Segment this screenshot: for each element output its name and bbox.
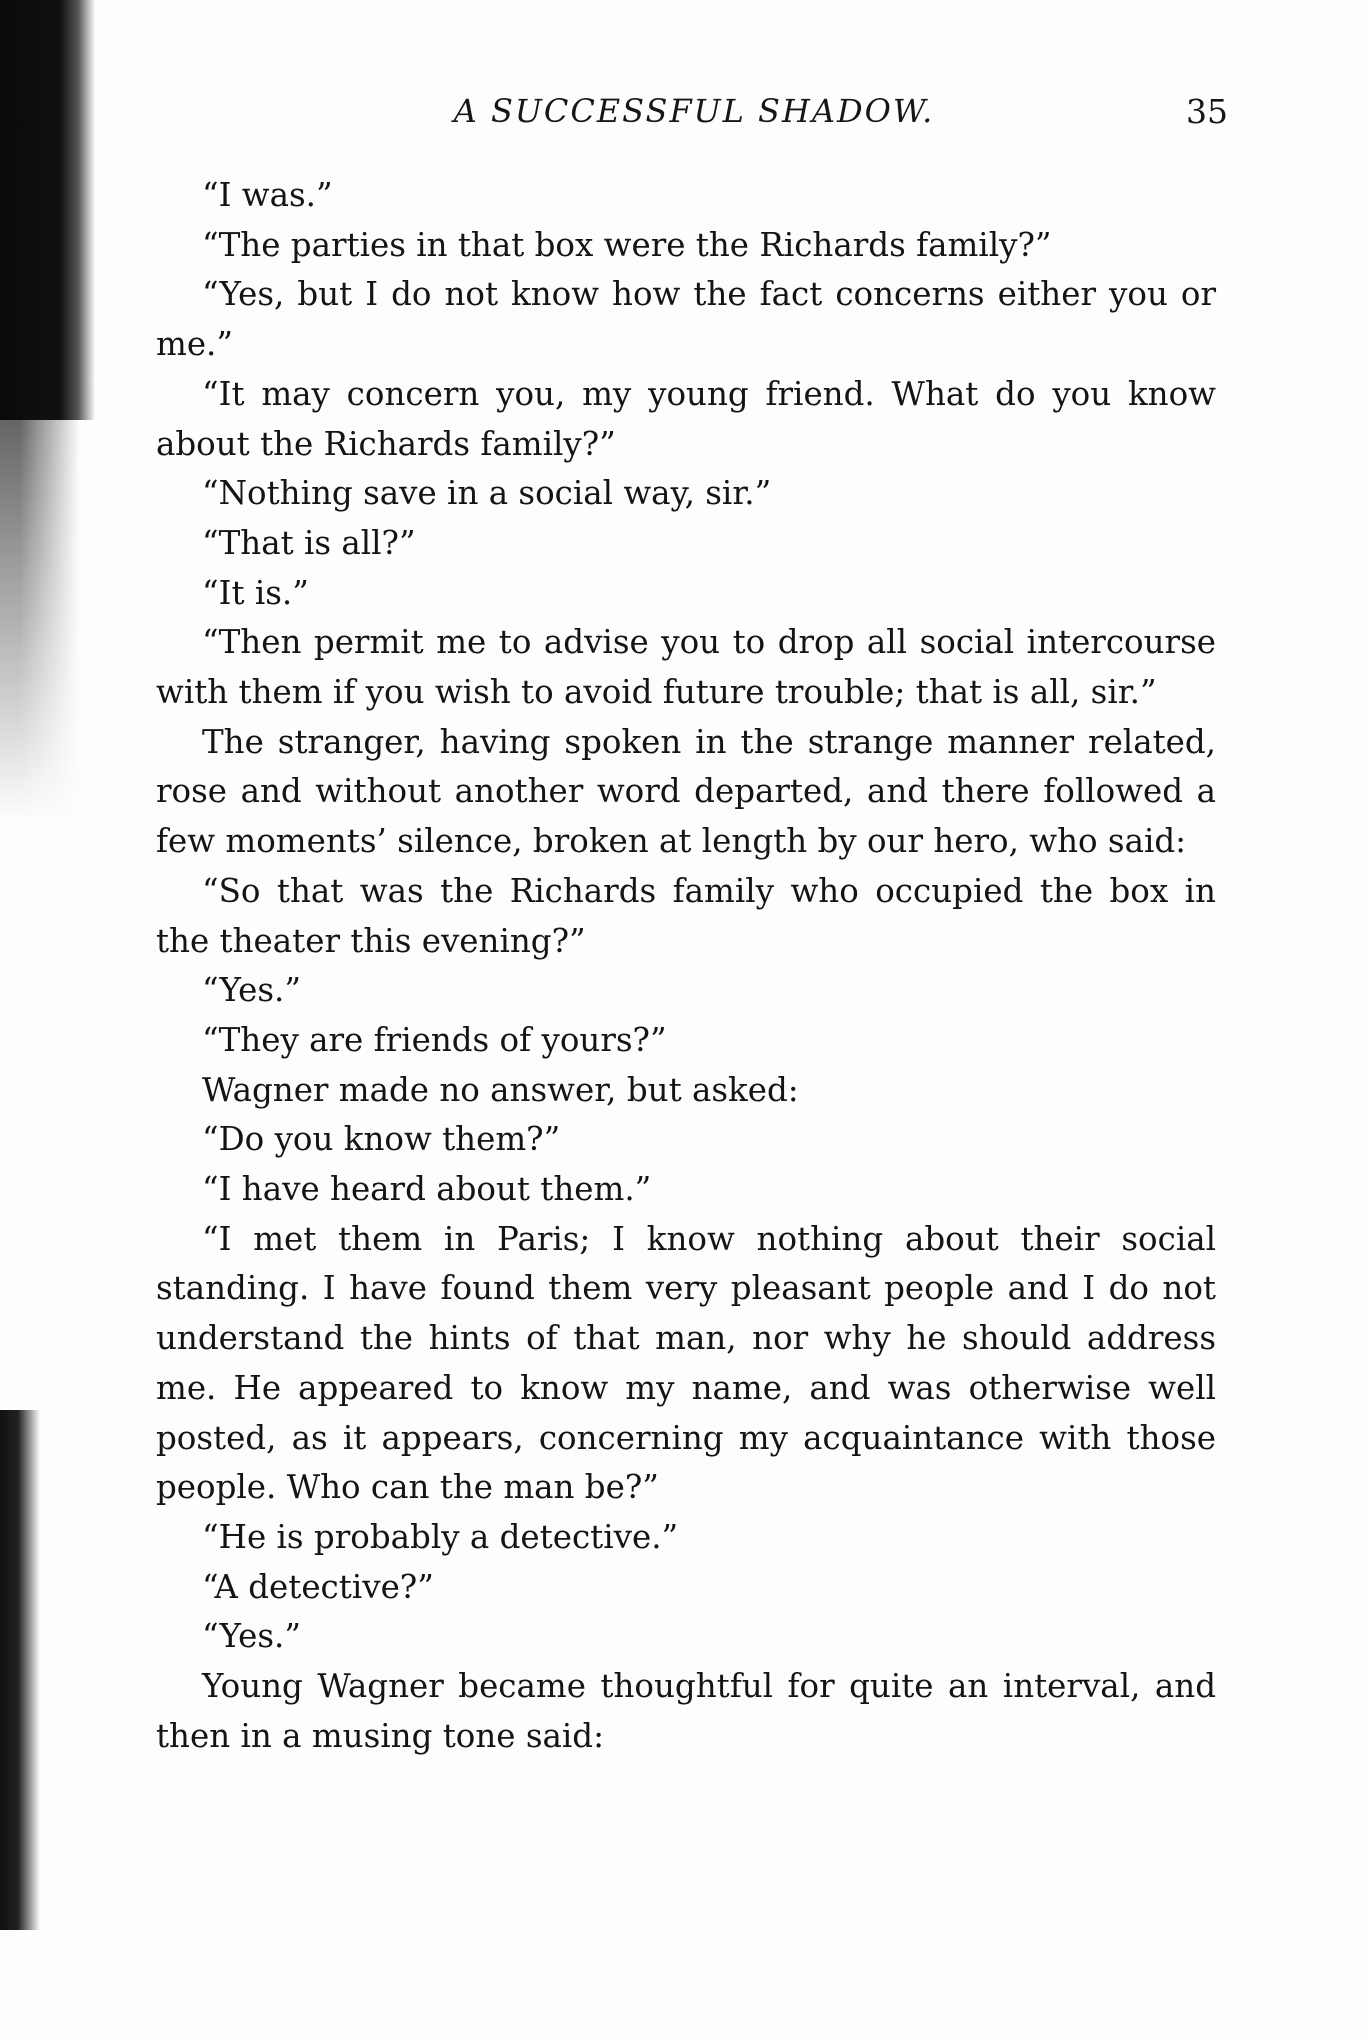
paragraph: “I was.” <box>202 176 333 214</box>
paragraph: “He is probably a detective.” <box>202 1517 679 1556</box>
paragraph: “Yes.” <box>202 1617 302 1656</box>
binding-shadow-top <box>0 0 95 420</box>
binding-shadow-bottom <box>0 1410 40 1930</box>
paragraph: “I met them in Paris; I know nothing about their social standing. I have found them very pleasant people and I do not understand the hints of that man, nor why he should address me. He appeared to know my name, and was otherwise well posted, as it appears, concerning my acquaintance with those people. Who can the man be?” <box>156 1219 1216 1507</box>
paragraph: “Do you know them?” <box>202 1120 561 1159</box>
paragraph: “So that was the Richards family who occupied the box in the theater this evening?” <box>156 871 1216 960</box>
paragraph: “Yes, but I do not know how the fact concerns either you or me.” <box>156 275 1216 364</box>
paragraph: “It may concern you, my young friend. What do you know about the Richards family?” <box>156 374 1216 463</box>
paragraph: “Nothing save in a social way, sir.” <box>202 474 772 513</box>
paragraph: “That is all?” <box>202 523 416 562</box>
body-text <box>156 171 1216 1762</box>
page-number: 35 <box>1186 92 1228 131</box>
paragraph: “Then permit me to advise you to drop all social intercourse with them if you wish to avoid future trouble; that is all, sir.” <box>156 623 1216 712</box>
paragraph: Young Wagner became thoughtful for quite an interval, and then in a musing tone said: <box>156 1667 1216 1755</box>
paragraph: “Yes.” <box>202 971 302 1010</box>
paragraph: “They are friends of yours?” <box>202 1020 667 1059</box>
paragraph: “It is.” <box>202 573 309 612</box>
paragraph: Wagner made no answer, but asked: <box>202 1070 799 1109</box>
running-head <box>160 92 1228 140</box>
paragraph: The stranger, having spoken in the strange manner related, rose and without another word departed, and there followed a few moments’ silence, broken at length by our hero, who said: <box>156 722 1216 861</box>
running-title: A SUCCESSFUL SHADOW. <box>453 92 935 130</box>
paragraph: “The parties in that box were the Richards family?” <box>202 225 1052 264</box>
binding-shadow-fade <box>0 420 90 820</box>
paragraph: “A detective?” <box>202 1567 434 1606</box>
paragraph: “I have heard about them.” <box>202 1170 652 1209</box>
